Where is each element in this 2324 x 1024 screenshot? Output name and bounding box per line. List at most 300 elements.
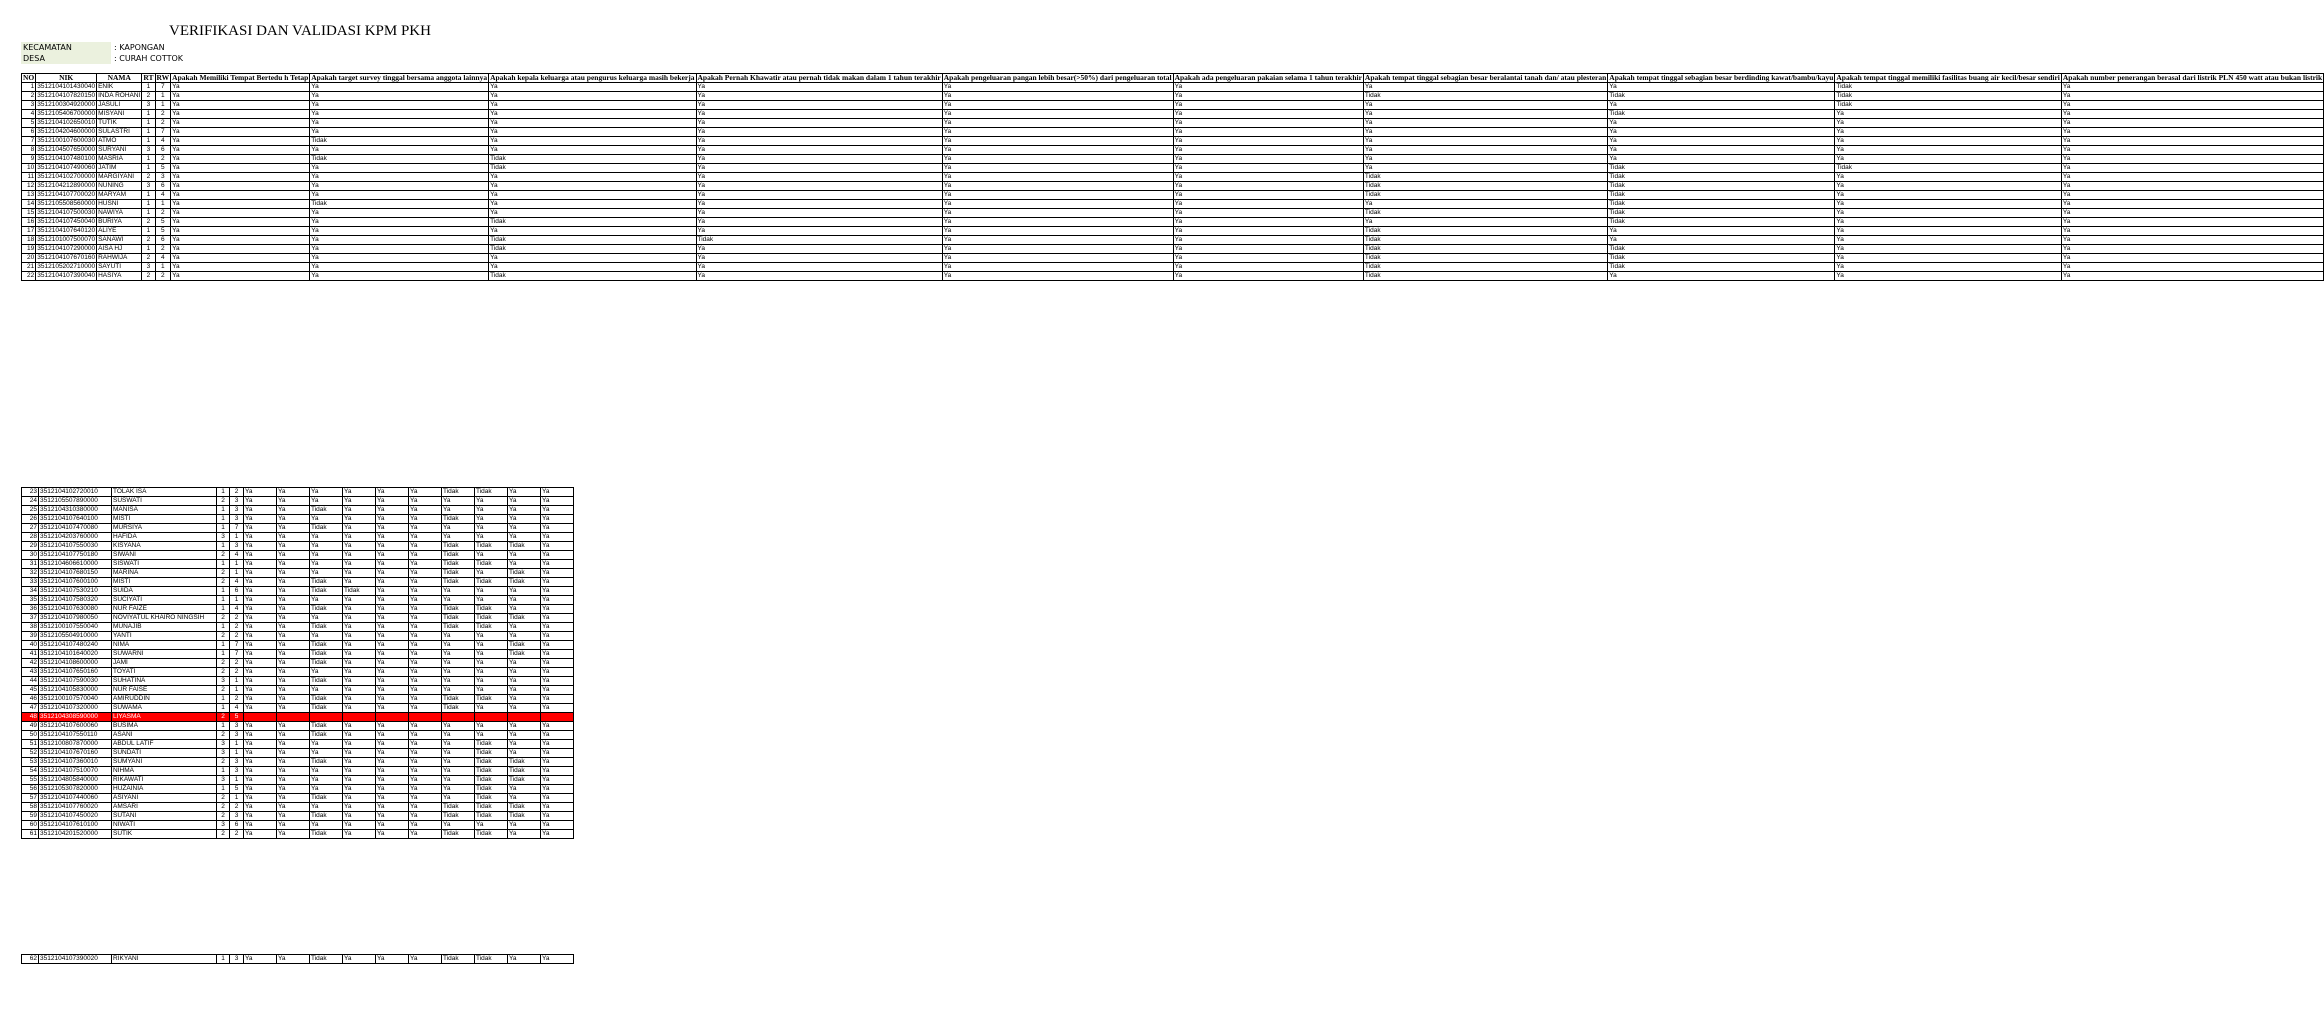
row-answer-cell: Ya — [376, 632, 409, 641]
row-answer-cell: Ya — [310, 227, 489, 236]
table-row — [22, 137, 2324, 146]
row-rt-cell: 2 — [217, 803, 230, 812]
row-no-cell: 49 — [22, 722, 39, 731]
row-answer-cell: Ya — [942, 101, 1173, 110]
row-no-cell: 1 — [22, 83, 36, 92]
row-answer-cell: Ya — [1363, 128, 1607, 137]
row-answer-cell: Ya — [442, 776, 475, 785]
row-answer-cell: Tidak — [442, 614, 475, 623]
row-answer-cell: Ya — [489, 128, 696, 137]
row-answer-cell: Ya — [310, 686, 343, 695]
row-answer-cell: Ya — [310, 128, 489, 137]
row-answer-cell: Ya — [1173, 227, 1363, 236]
row-no-cell: 39 — [22, 632, 39, 641]
row-answer-cell: Ya — [376, 767, 409, 776]
row-answer-cell: Ya — [409, 740, 442, 749]
row-nik-cell: 3512104107640120 — [37, 227, 96, 234]
row-no-cell: 57 — [22, 794, 39, 803]
table-row — [22, 713, 574, 722]
row-answer-cell: Ya — [376, 551, 409, 560]
row-answer-cell: Tidak — [475, 578, 508, 587]
row-answer-cell: Tidak — [475, 695, 508, 704]
row-answer-cell: Ya — [508, 506, 541, 515]
row-answer-cell: Ya — [508, 659, 541, 668]
row-answer-cell: Ya — [409, 785, 442, 794]
table-row — [22, 533, 574, 542]
row-answer-cell: Ya — [2061, 254, 2323, 263]
row-answer-cell: Ya — [2061, 218, 2323, 227]
row-no-cell: 10 — [22, 164, 36, 173]
row-answer-cell: Ya — [244, 767, 277, 776]
row-rt-cell: 1 — [142, 155, 155, 164]
table-row — [22, 128, 2324, 137]
row-nama-cell: SUNDATI — [112, 749, 217, 758]
row-nik-cell: 3512104102650010 — [37, 119, 96, 126]
row-nama-cell: RAHWIJA — [97, 254, 142, 263]
row-answer-cell: Ya — [541, 551, 574, 560]
header-q3: Apakah kepala keluarga atau pengurus keluarga masih bekerja — [490, 73, 695, 82]
row-nik-cell: 3512104107820150 — [37, 92, 96, 99]
row-no-cell: 56 — [22, 785, 39, 794]
row-rw-cell: 7 — [155, 83, 171, 92]
row-answer-cell: Tidak — [508, 614, 541, 623]
row-nik-cell: 3512104107650160 — [39, 668, 112, 677]
row-answer-cell: Tidak — [310, 155, 489, 164]
row-answer-cell: Ya — [310, 488, 343, 497]
row-answer-cell — [475, 713, 508, 722]
row-answer-cell: Tidak — [1608, 110, 1835, 119]
row-answer-cell: Ya — [508, 695, 541, 704]
row-no-cell: 47 — [22, 704, 39, 713]
row-nik-cell: 3512104107510070 — [39, 767, 112, 776]
row-answer-cell: Ya — [376, 785, 409, 794]
row-nik-cell: 3512104201520000 — [39, 830, 112, 839]
row-answer-cell: Ya — [508, 560, 541, 569]
row-rw-cell: 1 — [230, 740, 244, 749]
kpm-table-block-3 — [21, 954, 574, 964]
row-answer-cell: Tidak — [508, 641, 541, 650]
row-answer-cell: Ya — [244, 758, 277, 767]
row-answer-cell: Ya — [277, 722, 310, 731]
row-answer-cell: Ya — [409, 686, 442, 695]
row-answer-cell: Ya — [376, 794, 409, 803]
desa-label: DESA — [21, 53, 111, 64]
row-answer-cell: Tidak — [1608, 254, 1835, 263]
row-answer-cell: Ya — [508, 785, 541, 794]
row-answer-cell: Ya — [310, 164, 489, 173]
row-answer-cell: Ya — [310, 272, 489, 281]
row-nama-cell: MASRIA — [97, 155, 142, 164]
row-answer-cell: Ya — [942, 263, 1173, 272]
row-answer-cell: Ya — [2061, 272, 2323, 281]
row-answer-cell: Ya — [508, 632, 541, 641]
row-answer-cell: Ya — [1835, 119, 2062, 128]
row-answer-cell: Ya — [475, 722, 508, 731]
row-answer-cell: Ya — [508, 686, 541, 695]
row-nama-cell: SULASTRI — [97, 128, 142, 137]
row-answer-cell: Ya — [376, 569, 409, 578]
row-nama-cell: NIWATI — [112, 821, 217, 830]
row-answer-cell: Ya — [475, 686, 508, 695]
row-answer-cell: Ya — [310, 245, 489, 254]
table-row — [22, 794, 574, 803]
row-nama-cell: LIYASMA — [112, 713, 217, 722]
row-no-cell: 60 — [22, 821, 39, 830]
row-answer-cell: Ya — [171, 227, 310, 236]
table-row — [22, 821, 574, 830]
row-answer-cell: Ya — [1173, 137, 1363, 146]
row-rw-cell: 2 — [155, 110, 171, 119]
row-answer-cell: Ya — [1835, 200, 2062, 209]
row-no-cell: 37 — [22, 614, 39, 623]
row-answer-cell: Ya — [244, 677, 277, 686]
row-rt-cell: 2 — [217, 659, 230, 668]
row-rt-cell: 2 — [142, 254, 155, 263]
row-answer-cell: Ya — [277, 506, 310, 515]
row-rt-cell: 2 — [217, 569, 230, 578]
table-row — [22, 605, 574, 614]
row-answer-cell: Ya — [2061, 119, 2323, 128]
row-answer-cell: Tidak — [1363, 173, 1607, 182]
row-no-cell: 5 — [22, 119, 36, 128]
row-answer-cell: Tidak — [1363, 263, 1607, 272]
row-nik-cell: 3512104107760020 — [39, 803, 112, 812]
row-nik-cell: 3512105307820000 — [39, 785, 112, 794]
row-no-cell: 23 — [22, 488, 39, 497]
row-no-cell: 20 — [22, 254, 36, 263]
row-answer-cell: Ya — [343, 704, 376, 713]
row-answer-cell: Ya — [475, 515, 508, 524]
row-answer-cell: Ya — [508, 794, 541, 803]
row-no-cell: 26 — [22, 515, 39, 524]
row-nik-cell: 3512104606610000 — [39, 560, 112, 569]
row-answer-cell: Ya — [541, 749, 574, 758]
row-answer-cell: Ya — [442, 497, 475, 506]
row-answer-cell: Ya — [376, 668, 409, 677]
row-rw-cell: 4 — [155, 137, 171, 146]
row-answer-cell: Tidak — [475, 785, 508, 794]
table-row — [22, 551, 574, 560]
row-nama-cell: MARINA — [112, 569, 217, 578]
row-answer-cell: Ya — [277, 524, 310, 533]
row-answer-cell: Ya — [277, 749, 310, 758]
row-nama-cell: JASULI — [97, 101, 142, 110]
row-no-cell: 19 — [22, 245, 36, 254]
row-answer-cell: Ya — [1173, 272, 1363, 281]
row-answer-cell: Tidak — [442, 560, 475, 569]
row-no-cell: 59 — [22, 812, 39, 821]
row-rw-cell: 3 — [230, 758, 244, 767]
row-answer-cell: Tidak — [508, 776, 541, 785]
row-rw-cell: 1 — [155, 101, 171, 110]
row-no-cell: 45 — [22, 686, 39, 695]
row-answer-cell: Ya — [310, 596, 343, 605]
row-rw-cell: 3 — [230, 955, 244, 964]
row-rw-cell: 2 — [155, 245, 171, 254]
row-answer-cell: Ya — [2061, 173, 2323, 182]
table-row — [22, 524, 574, 533]
row-answer-cell — [541, 713, 574, 722]
row-answer-cell: Ya — [343, 614, 376, 623]
row-answer-cell: Ya — [1835, 218, 2062, 227]
row-answer-cell: Ya — [244, 614, 277, 623]
row-answer-cell: Ya — [541, 695, 574, 704]
row-answer-cell: Ya — [541, 533, 574, 542]
row-answer-cell: Ya — [277, 596, 310, 605]
row-answer-cell: Ya — [376, 578, 409, 587]
row-rt-cell: 1 — [217, 596, 230, 605]
row-answer-cell: Tidak — [489, 164, 696, 173]
location-info — [21, 42, 185, 64]
row-answer-cell: Ya — [277, 641, 310, 650]
row-nik-cell: 3512104107470080 — [39, 524, 112, 533]
row-nik-cell: 3512104107630080 — [39, 605, 112, 614]
row-answer-cell: Ya — [376, 560, 409, 569]
row-answer-cell: Ya — [942, 92, 1173, 101]
row-no-cell: 13 — [22, 191, 36, 200]
row-answer-cell: Ya — [1608, 146, 1835, 155]
row-rt-cell: 2 — [142, 218, 155, 227]
row-answer-cell: Ya — [310, 515, 343, 524]
row-answer-cell: Ya — [508, 524, 541, 533]
row-answer-cell: Ya — [1363, 155, 1607, 164]
row-answer-cell: Ya — [2061, 128, 2323, 137]
row-answer-cell: Tidak — [475, 758, 508, 767]
row-answer-cell: Tidak — [475, 794, 508, 803]
row-answer-cell: Tidak — [508, 578, 541, 587]
row-answer-cell: Ya — [696, 164, 942, 173]
row-answer-cell: Ya — [2061, 92, 2323, 101]
row-answer-cell: Ya — [442, 758, 475, 767]
row-answer-cell: Ya — [244, 569, 277, 578]
row-answer-cell: Ya — [244, 641, 277, 650]
row-rt-cell: 1 — [217, 695, 230, 704]
row-nik-cell: 3512104805840000 — [39, 776, 112, 785]
table-row — [22, 668, 574, 677]
row-no-cell: 17 — [22, 227, 36, 236]
row-answer-cell: Ya — [409, 695, 442, 704]
row-answer-cell: Ya — [409, 524, 442, 533]
row-answer-cell: Ya — [442, 731, 475, 740]
row-rw-cell: 1 — [155, 263, 171, 272]
row-answer-cell: Ya — [942, 164, 1173, 173]
row-answer-cell: Ya — [409, 560, 442, 569]
row-answer-cell: Ya — [1835, 263, 2062, 272]
row-rw-cell: 1 — [230, 560, 244, 569]
row-answer-cell: Ya — [409, 533, 442, 542]
row-rw-cell: 2 — [155, 119, 171, 128]
row-answer-cell: Ya — [508, 515, 541, 524]
row-rw-cell: 1 — [230, 776, 244, 785]
row-answer-cell: Ya — [310, 551, 343, 560]
row-nik-cell: 3512104107290000 — [37, 245, 96, 252]
table-body-block-1 — [22, 83, 2324, 281]
row-nik-cell: 3512100304920000 — [37, 101, 96, 108]
row-answer-cell: Ya — [442, 740, 475, 749]
row-nama-cell: TUTIK — [97, 119, 142, 128]
page-title: VERIFIKASI DAN VALIDASI KPM PKH — [169, 23, 431, 39]
row-answer-cell: Ya — [244, 506, 277, 515]
table-row — [22, 119, 2324, 128]
row-answer-cell: Ya — [409, 812, 442, 821]
row-no-cell: 42 — [22, 659, 39, 668]
row-answer-cell: Ya — [1608, 155, 1835, 164]
table-row — [22, 263, 2324, 272]
table-row — [22, 164, 2324, 173]
row-answer-cell: Ya — [409, 605, 442, 614]
row-answer-cell: Tidak — [489, 245, 696, 254]
row-answer-cell: Ya — [541, 668, 574, 677]
row-nik-cell: 3512104107750180 — [39, 551, 112, 560]
row-answer-cell: Ya — [409, 614, 442, 623]
row-rw-cell: 3 — [230, 767, 244, 776]
row-nik-cell: 3512100107550040 — [39, 623, 112, 632]
row-nama-cell: NIHMA — [112, 767, 217, 776]
row-answer-cell: Tidak — [475, 749, 508, 758]
row-nama-cell: HUSNI — [97, 200, 142, 209]
row-nik-cell: 3512104107320000 — [39, 704, 112, 713]
row-answer-cell: Tidak — [475, 767, 508, 776]
row-answer-cell: Ya — [489, 146, 696, 155]
row-answer-cell: Ya — [1835, 191, 2062, 200]
row-answer-cell: Ya — [277, 830, 310, 839]
row-answer-cell: Ya — [343, 794, 376, 803]
row-answer-cell: Tidak — [489, 236, 696, 245]
row-answer-cell: Ya — [1173, 119, 1363, 128]
row-answer-cell: Ya — [508, 740, 541, 749]
row-answer-cell: Ya — [277, 560, 310, 569]
row-answer-cell: Tidak — [310, 758, 343, 767]
row-answer-cell: Tidak — [442, 488, 475, 497]
row-answer-cell: Ya — [310, 533, 343, 542]
row-nik-cell: 3512104204600000 — [37, 128, 96, 135]
table-row — [22, 506, 574, 515]
row-answer-cell: Tidak — [310, 650, 343, 659]
row-answer-cell: Ya — [343, 803, 376, 812]
row-rt-cell: 1 — [217, 785, 230, 794]
row-answer-cell: Ya — [475, 731, 508, 740]
row-answer-cell: Ya — [310, 803, 343, 812]
row-nama-cell: YANTI — [112, 632, 217, 641]
row-answer-cell: Ya — [442, 587, 475, 596]
row-nik-cell: 3512104107600060 — [39, 722, 112, 731]
row-answer-cell: Tidak — [1608, 200, 1835, 209]
row-answer-cell: Ya — [696, 137, 942, 146]
row-answer-cell: Ya — [376, 506, 409, 515]
row-answer-cell: Tidak — [310, 587, 343, 596]
row-answer-cell: Tidak — [310, 677, 343, 686]
row-no-cell: 32 — [22, 569, 39, 578]
row-answer-cell: Tidak — [508, 650, 541, 659]
row-answer-cell: Tidak — [442, 515, 475, 524]
row-answer-cell: Ya — [310, 767, 343, 776]
row-answer-cell: Ya — [1363, 146, 1607, 155]
row-rt-cell: 3 — [217, 740, 230, 749]
row-answer-cell: Ya — [310, 614, 343, 623]
row-answer-cell: Tidak — [1835, 92, 2062, 101]
row-answer-cell: Ya — [376, 686, 409, 695]
row-answer-cell: Ya — [244, 542, 277, 551]
row-no-cell: 24 — [22, 497, 39, 506]
row-answer-cell: Ya — [343, 659, 376, 668]
row-answer-cell: Ya — [343, 722, 376, 731]
row-answer-cell: Ya — [409, 704, 442, 713]
row-answer-cell: Ya — [541, 524, 574, 533]
row-answer-cell: Ya — [343, 542, 376, 551]
row-answer-cell: Ya — [343, 524, 376, 533]
row-answer-cell: Ya — [343, 785, 376, 794]
row-nik-cell: 3512104107440060 — [39, 794, 112, 803]
row-no-cell: 11 — [22, 173, 36, 182]
row-answer-cell — [310, 713, 343, 722]
row-nama-cell: MISTI — [112, 578, 217, 587]
row-answer-cell: Ya — [171, 137, 310, 146]
header-q4: Apakah Pernah Khawatir atau pernah tidak makan dalam 1 tahun terakhir — [697, 73, 941, 82]
row-no-cell: 31 — [22, 560, 39, 569]
row-answer-cell: Ya — [310, 254, 489, 263]
row-answer-cell: Ya — [277, 821, 310, 830]
row-answer-cell: Ya — [376, 695, 409, 704]
row-answer-cell: Ya — [1173, 164, 1363, 173]
table-row — [22, 650, 574, 659]
row-answer-cell: Ya — [409, 794, 442, 803]
row-answer-cell: Ya — [277, 578, 310, 587]
row-answer-cell: Ya — [508, 497, 541, 506]
row-answer-cell: Ya — [1363, 101, 1607, 110]
row-answer-cell: Ya — [508, 605, 541, 614]
row-answer-cell: Tidak — [508, 758, 541, 767]
row-answer-cell: Tidak — [475, 812, 508, 821]
row-answer-cell — [244, 713, 277, 722]
row-rt-cell: 3 — [142, 263, 155, 272]
row-answer-cell: Ya — [541, 506, 574, 515]
row-rw-cell: 3 — [230, 812, 244, 821]
row-nama-cell: NUR FAIZE — [112, 605, 217, 614]
row-answer-cell: Ya — [475, 587, 508, 596]
table-row — [22, 614, 574, 623]
row-answer-cell: Ya — [343, 596, 376, 605]
row-answer-cell: Tidak — [475, 542, 508, 551]
row-answer-cell: Tidak — [310, 794, 343, 803]
row-answer-cell: Ya — [475, 821, 508, 830]
row-answer-cell: Tidak — [1363, 182, 1607, 191]
row-answer-cell: Ya — [475, 641, 508, 650]
row-answer-cell: Ya — [244, 785, 277, 794]
row-rt-cell: 2 — [217, 497, 230, 506]
row-answer-cell: Ya — [244, 749, 277, 758]
row-answer-cell: Tidak — [442, 830, 475, 839]
row-rw-cell: 1 — [155, 92, 171, 101]
row-answer-cell: Ya — [277, 767, 310, 776]
row-nik-cell: 3512104107450040 — [37, 218, 96, 225]
row-answer-cell: Ya — [1173, 92, 1363, 101]
row-nama-cell: HUZAINIA — [112, 785, 217, 794]
row-answer-cell: Ya — [541, 596, 574, 605]
row-answer-cell: Ya — [1835, 128, 2062, 137]
row-nama-cell: AMIRUDDIN — [112, 695, 217, 704]
row-rt-cell: 3 — [217, 533, 230, 542]
row-answer-cell: Ya — [541, 785, 574, 794]
row-answer-cell: Ya — [310, 263, 489, 272]
row-nik-cell: 3512104107580320 — [39, 596, 112, 605]
row-answer-cell: Ya — [171, 128, 310, 137]
row-rw-cell: 3 — [230, 731, 244, 740]
row-nik-cell: 3512104107980050 — [39, 614, 112, 623]
row-answer-cell: Ya — [489, 209, 696, 218]
row-answer-cell: Ya — [1173, 263, 1363, 272]
row-nama-cell: SANAWI — [97, 236, 142, 245]
row-nama-cell: SUCIYATI — [112, 596, 217, 605]
